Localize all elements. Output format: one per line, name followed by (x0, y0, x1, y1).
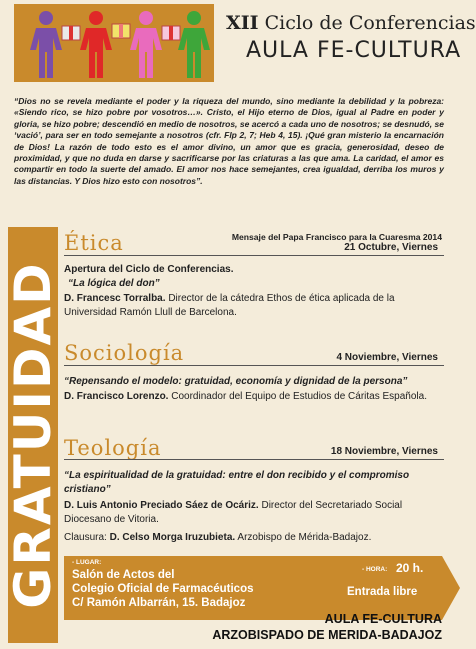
gift-icon (162, 26, 180, 40)
section-title-sociologia: Sociología (64, 341, 185, 365)
edition-number: XII (226, 12, 259, 34)
session-topic: “Repensando el modelo: gratuidad, economía y dignidad de la persona” (64, 376, 408, 387)
section-date-etica: 21 Octubre, Viernes (344, 242, 438, 253)
section-title-etica: Ética (64, 231, 124, 255)
speaker-description: Director de la cátedra Ethos de ética aplicada de la Universidad Ramón Llull de Barcelona. (64, 293, 395, 318)
vertical-banner (4, 227, 62, 643)
hora-label: - HORA: (362, 566, 388, 573)
logo-people-gifts (14, 4, 214, 82)
venue-address (72, 568, 254, 610)
gift-icon (112, 24, 130, 38)
section-date-teologia: 18 Noviembre, Viernes (330, 446, 438, 457)
archdiocese-name: ARZOBISPADO DE MERIDA-BADAJOZ (212, 628, 442, 642)
closing-description: Arzobispo de Mérida-Badajoz. (237, 532, 372, 543)
section-divider (64, 365, 444, 366)
session-speaker-block (64, 390, 449, 404)
venue-line-3: C/ Ramón Albarrán, 15. Badajoz (72, 597, 246, 609)
quote-source: Mensaje del Papa Francisco para la Cuaresma 2014 (231, 232, 442, 242)
section-title-teologia: Teología (64, 436, 162, 460)
speaker-description: Director del Secretariado Social Diocesano de Vitoria. (64, 500, 403, 525)
banner-text: GRATUIDAD (4, 261, 62, 609)
venue-line-1: Salón de Actos del (72, 569, 175, 581)
speaker-name: D. Luis Antonio Preciado Sáez de Ocáriz. (64, 500, 259, 511)
session-topic: “La espiritualidad de la gratuidad: entre el don recibido y el compromiso cristiano” (64, 470, 410, 495)
person-icon (178, 11, 210, 78)
header (0, 0, 476, 84)
section-divider (64, 255, 444, 256)
venue-box (64, 556, 442, 620)
section-date-sociologia: 4 Noviembre, Viernes (336, 352, 438, 363)
closing-label: Clausura: (64, 532, 107, 543)
section-divider (64, 459, 444, 460)
speaker-name: D. Francesc Torralba. (64, 293, 166, 304)
speaker-description: Coordinador del Equipo de Estudios de Cáritas Española. (171, 391, 427, 402)
person-icon (30, 11, 62, 78)
pope-quote: “Dios no se revela mediante el poder y la riqueza del mundo, sino mediante la debilidad y la pobreza: «Siendo rico, se hizo pobre por vosotros…». Cristo, el Hijo eterno de Dios, igual al Padre en poder y gloria, se hizo pobre; descendió en medio de nosotros, se acercó a cada uno de nosotros; se desnudó, se ‘vació’, para ser en todo semejante a nosotros (cfr. Flp 2, 7; Heb 4, 15). ¡Qué gran misterio la encarnación de Dios! La razón de todo esto es el amor divino, un amor que es gracia, generosidad, deseo de proximidad, y que no duda en darse y sacrificarse por las criaturas a las que ama. La caridad, el amor es compartir en todo la suerte del amado. El amor nos hace semejantes, crea igualdad, derriba los muros y las distancias. Y Dios hizo esto con nosotros”. (14, 96, 444, 186)
closing-speaker: D. Celso Morga Iruzubieta. (109, 532, 236, 543)
event-time: 20 h. (396, 561, 424, 575)
session-topic: “La lógica del don” (68, 278, 160, 289)
closing-block (64, 531, 449, 545)
gift-icon (62, 26, 80, 40)
person-icon (130, 11, 162, 78)
person-icon (80, 11, 112, 78)
session-speaker-block (64, 499, 449, 527)
session-intro: Apertura del Ciclo de Conferencias. (64, 264, 234, 275)
lugar-label: - LUGAR: (72, 559, 102, 566)
organizer-name: AULA FE-CULTURA (324, 612, 442, 626)
venue-line-2: Colegio Oficial de Farmacéuticos (72, 583, 254, 595)
series-name: Ciclo de Conferencias (264, 12, 476, 34)
speaker-name: D. Francisco Lorenzo. (64, 391, 169, 402)
organizer-title: AULA FE-CULTURA (246, 38, 462, 63)
session-speaker-block (64, 292, 449, 320)
admission-note: Entrada libre (347, 586, 418, 598)
conference-series-title (226, 12, 476, 34)
